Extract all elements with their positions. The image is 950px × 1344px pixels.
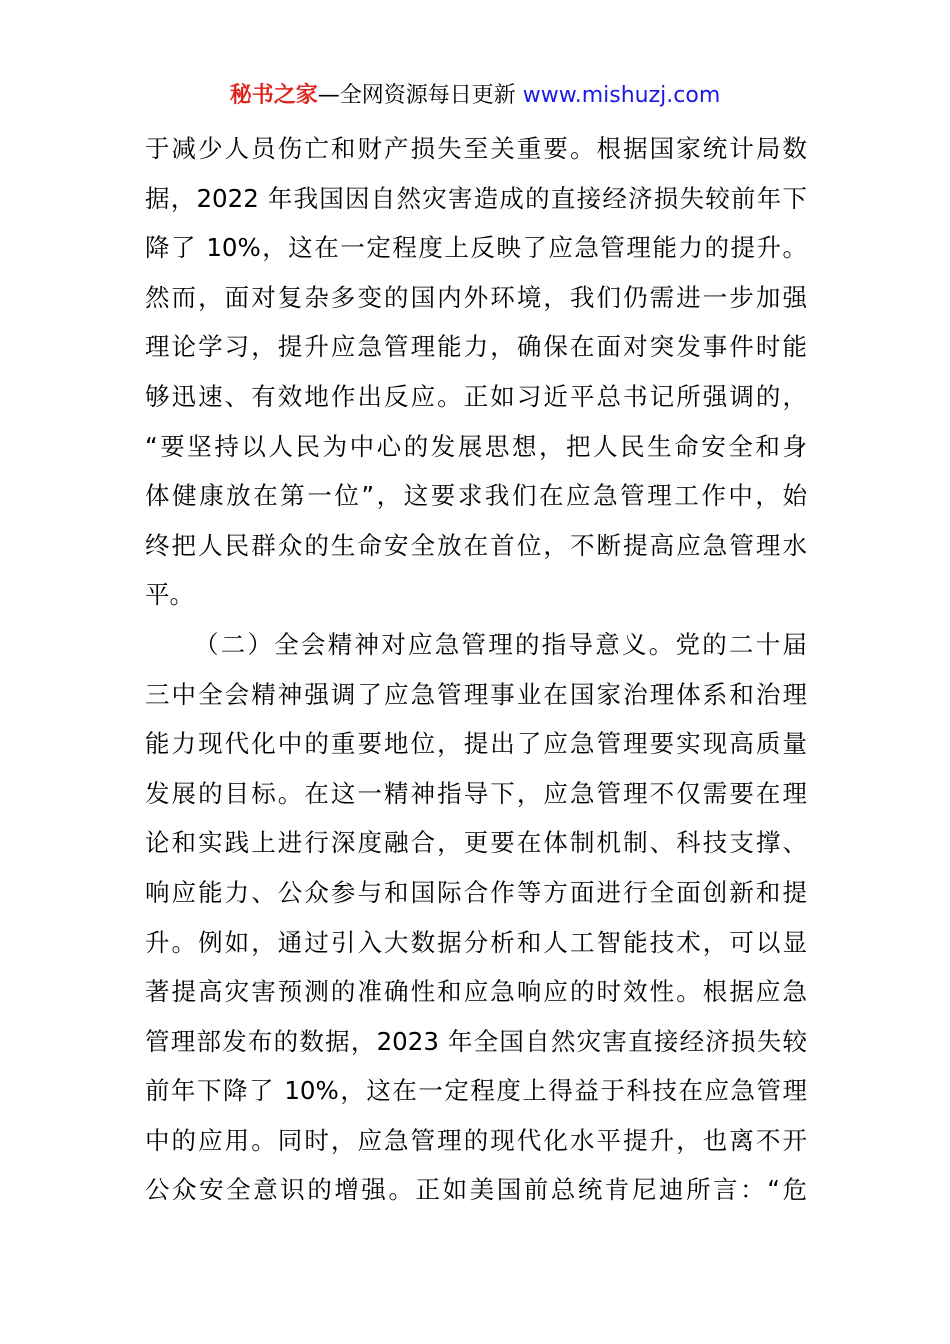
page-header [0,80,950,112]
text-line: 终把人民群众的生命安全放在首位，不断提高应急管理水 [145,530,807,560]
text-line: 三中全会精神强调了应急管理事业在国家治理体系和治理 [145,679,807,709]
text-line: 降了 10%，这在一定程度上反映了应急管理能力的提升。 [145,233,807,263]
text-line: 据，2022 年我国因自然灾害造成的直接经济损失较前年下 [145,183,807,213]
text-line: 于减少人员伤亡和财产损失至关重要。根据国家统计局数 [145,134,807,163]
text-line: 够迅速、有效地作出反应。正如习近平总书记所强调的， [145,381,807,411]
text-line: 然而，面对复杂多变的国内外环境，我们仍需进一步加强 [145,282,807,312]
text-line: 前年下降了 10%，这在一定程度上得益于科技在应急管理 [145,1076,807,1106]
paragraph-1 [145,124,807,620]
text-line: 管理部发布的数据，2023 年全国自然灾害直接经济损失较 [145,1026,807,1056]
text-line: 公众安全意识的增强。正如美国前总统肯尼迪所言：“危 [145,1175,807,1205]
text-line: 论和实践上进行深度融合，更要在体制机制、科技支撑、 [145,828,807,858]
text-line: 能力现代化中的重要地位，提出了应急管理要实现高质量 [145,729,807,759]
document-body [145,124,807,1215]
text-line: 发展的目标。在这一精神指导下，应急管理不仅需要在理 [145,778,807,808]
text-line: 中的应用。同时，应急管理的现代化水平提升，也离不开 [145,1125,807,1155]
header-brand: 秘书之家 [229,83,318,108]
text-line: 体健康放在第一位”，这要求我们在应急管理工作中，始 [145,481,807,511]
text-line: 理论学习，提升应急管理能力，确保在面对突发事件时能 [145,332,807,362]
text-line: “要坚持以人民为中心的发展思想，把人民生命安全和身 [145,431,807,461]
header-url-link[interactable]: www.mishuzj.com [522,83,721,108]
text-line: （二）全会精神对应急管理的指导意义。党的二十届 [194,629,807,659]
text-line: 平。 [145,580,194,610]
text-line: 升。例如，通过引入大数据分析和人工智能技术，可以显 [145,927,807,957]
text-line: 著提高灾害预测的准确性和应急响应的时效性。根据应急 [145,977,807,1007]
text-line: 响应能力、公众参与和国际合作等方面进行全面创新和提 [145,877,807,907]
paragraph-2 [145,620,807,1215]
header-tagline: —全网资源每日更新 [317,83,516,108]
